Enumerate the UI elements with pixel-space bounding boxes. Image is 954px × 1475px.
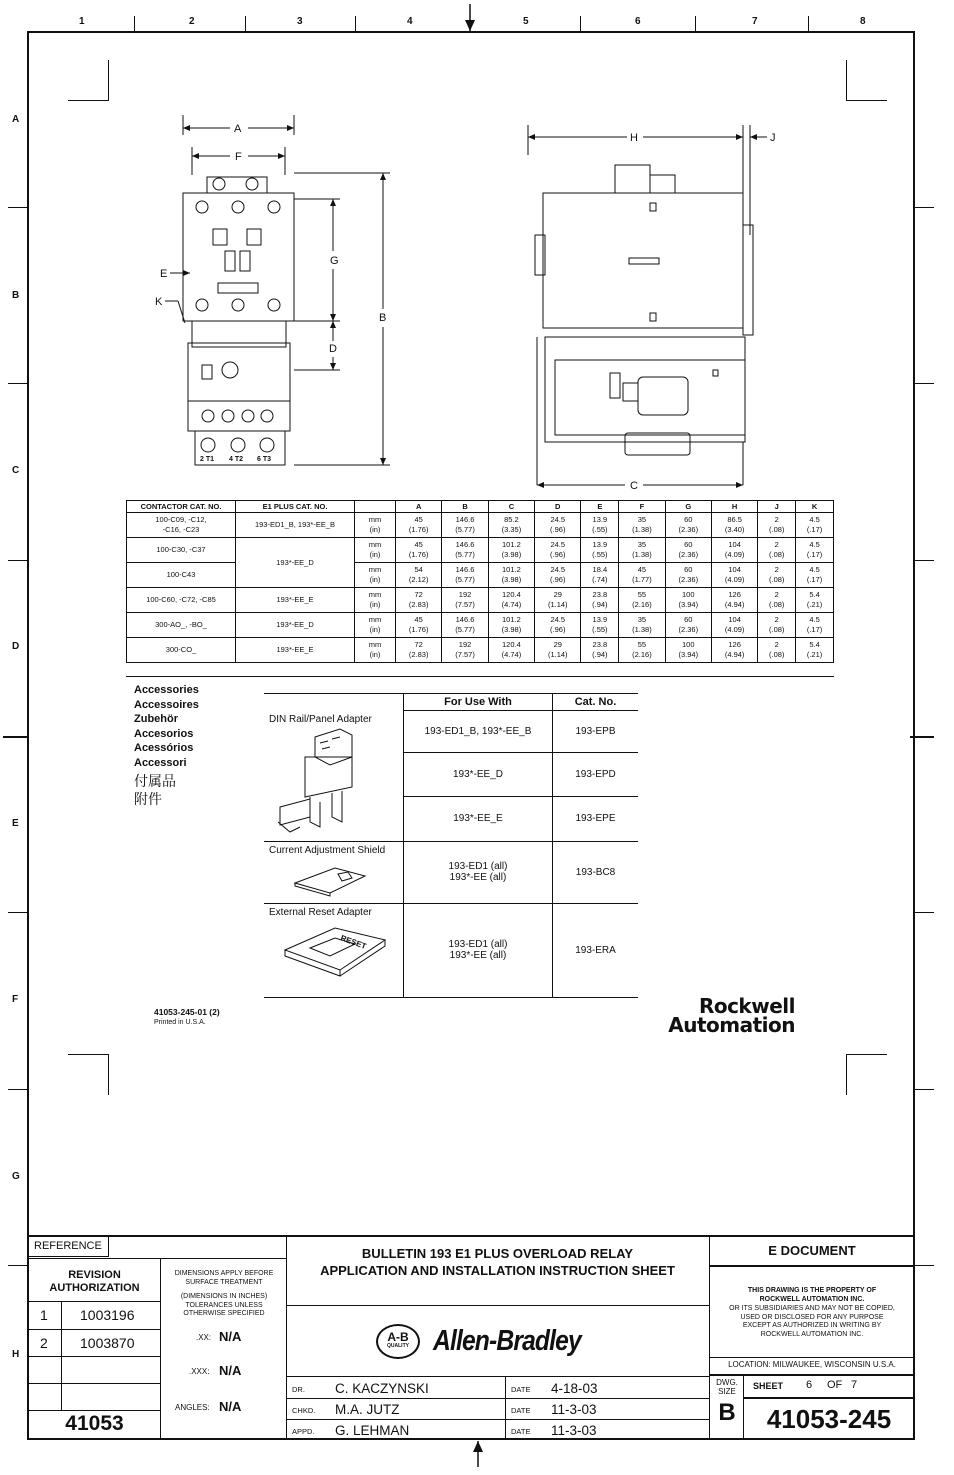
sig-name: G. LEHMAN [335, 1423, 410, 1438]
tb-line [29, 1301, 160, 1302]
dwg-size-label: DWG. SIZE [716, 1378, 738, 1396]
value-cell: 126 (4.94) [711, 588, 757, 613]
drawing-number: 41053-245 [766, 1404, 892, 1434]
value-cell: 146.6 (5.77) [442, 563, 488, 588]
crop-mark-top-right [846, 60, 887, 101]
dwg-size: B [718, 1399, 736, 1426]
sig-date: 4-18-03 [551, 1381, 598, 1396]
table-header-row [127, 501, 834, 513]
use-cell: 193*-EE_D [404, 753, 553, 797]
tb-line [29, 1383, 160, 1384]
sig-date-label: DATE [511, 1427, 531, 1436]
tb-line [160, 1258, 161, 1440]
col-header-use: For Use With [404, 694, 553, 711]
accessory-label: Current Adjustment Shield [269, 844, 386, 856]
value-cell: 192 (7.57) [442, 588, 488, 613]
sig-name: M.A. JUTZ [335, 1402, 400, 1417]
value-cell: 2 (.08) [758, 638, 796, 663]
zone-row-c: C [12, 465, 20, 476]
tb-line [286, 1419, 709, 1420]
sig-date: 11-3-03 [551, 1423, 597, 1438]
terminal-label: 2 T1 [200, 456, 215, 463]
value-cell: 126 (4.94) [711, 638, 757, 663]
value-cell: 5.4 (.21) [796, 638, 834, 663]
value-cell: 24.5 (.96) [535, 613, 581, 638]
value-cell: 45 (1.76) [396, 613, 442, 638]
e1-cell: 193*-EE_D [236, 538, 355, 588]
crop-mark-top-left [68, 60, 109, 101]
use-cell: 193-ED1_B, 193*-EE_B [404, 711, 553, 753]
col-header [355, 501, 396, 513]
col-header: E1 PLUS CAT. NO. [236, 501, 355, 513]
zone-row-f: F [12, 994, 19, 1005]
use-cell: 193*-EE_E [404, 797, 553, 841]
col-header: F [619, 501, 665, 513]
sig-role: DR. [292, 1385, 305, 1394]
value-cell: 45 (1.77) [619, 563, 665, 588]
e1-cell: 193*-EE_E [236, 638, 355, 663]
value-cell: 55 (2.16) [619, 588, 665, 613]
dim-label-c: C [630, 480, 638, 492]
dim-label-e: E [160, 268, 168, 280]
value-cell: 29 (1.14) [535, 588, 581, 613]
value-cell: 24.5 (.96) [535, 513, 581, 538]
accessory-label: External Reset Adapter [269, 906, 372, 918]
table-row [127, 563, 834, 588]
reference-label: REFERENCE [34, 1240, 102, 1252]
value-cell: 60 (2.36) [665, 563, 711, 588]
allen-bradley-wordmark: Allen-Bradley [433, 1325, 581, 1357]
tol-xx-value: N/A [219, 1329, 242, 1344]
tol-xxx-value: N/A [219, 1363, 242, 1378]
value-cell: 23.8 (.94) [581, 638, 619, 663]
value-cell: 2 (.08) [758, 588, 796, 613]
printed-note: Printed in U.S.A. [154, 1019, 206, 1026]
accessories-title: Acessórios [134, 742, 194, 754]
zone-col-5: 5 [523, 16, 529, 27]
value-cell: 35 (1.38) [619, 538, 665, 563]
reset-label: RESET [339, 932, 368, 951]
tol-angles-value: N/A [219, 1399, 242, 1414]
tb-line [29, 1329, 160, 1330]
zone-tick [915, 1265, 934, 1266]
value-cell: 2 (.08) [758, 538, 796, 563]
zone-tick [910, 736, 934, 738]
cat-cell: 193-ERA [553, 903, 639, 997]
dimensions-table [126, 500, 834, 663]
accessories-title: Accessoires [134, 699, 199, 711]
value-cell: 104 (4.09) [711, 538, 757, 563]
table-row [127, 588, 834, 613]
dim-label-d: D [329, 343, 337, 355]
value-cell: 13.9 (.55) [581, 513, 619, 538]
value-cell: 4.5 (.17) [796, 563, 834, 588]
cat-cell: 193-EPB [553, 711, 639, 753]
rockwell-logo-line1: Rockwell [698, 994, 795, 1018]
revision-auth: 1003870 [80, 1335, 135, 1351]
value-cell: 13.9 (.55) [581, 538, 619, 563]
value-cell: 45 (1.76) [396, 513, 442, 538]
rockwell-logo-line2: Automation [668, 1013, 795, 1037]
tb-line [743, 1376, 744, 1440]
tb-line [286, 1376, 709, 1377]
value-cell: 35 (1.38) [619, 613, 665, 638]
value-cell: 146.6 (5.77) [442, 513, 488, 538]
zone-col-3: 3 [297, 16, 303, 27]
e1-cell: 193*-EE_E [236, 588, 355, 613]
zone-col-4: 4 [407, 16, 413, 27]
center-arrow-top [462, 4, 478, 32]
tb-line [29, 1258, 286, 1259]
contactor-cell: 100-C60, -C72, -C85 [127, 588, 236, 613]
zone-tick [3, 736, 27, 738]
zone-tick [695, 16, 696, 31]
value-cell: 104 (4.09) [711, 563, 757, 588]
table-row [127, 513, 834, 538]
value-cell: 24.5 (.96) [535, 538, 581, 563]
location: LOCATION: MILWAUKEE, WISCONSIN U.S.A. [728, 1360, 896, 1369]
zone-row-g: G [12, 1171, 20, 1182]
accessory-shield [264, 841, 404, 903]
zone-tick [245, 16, 246, 31]
dim-label-a: A [234, 123, 242, 135]
accessories-title-cjk: 付属品 [134, 773, 176, 789]
sheet-label: SHEET [753, 1381, 784, 1391]
value-cell: 72 (2.83) [396, 638, 442, 663]
col-header: H [711, 501, 757, 513]
contactor-cell: 300-CO_ [127, 638, 236, 663]
tb-line [743, 1397, 915, 1399]
revision-authorization-label: REVISION AUTHORIZATION [49, 1269, 140, 1294]
zone-tick [8, 383, 27, 384]
col-header-cat: Cat. No. [553, 694, 639, 711]
sig-name: C. KACZYNSKI [335, 1381, 429, 1396]
zone-col-8: 8 [860, 16, 866, 27]
crop-mark-bottom-left [68, 1054, 109, 1095]
table-row [264, 841, 638, 903]
e1-cell: 193-ED1_B, 193*-EE_B [236, 513, 355, 538]
zone-tick [8, 912, 27, 913]
accessory-reset-adapter [264, 903, 404, 997]
value-cell: 45 (1.76) [396, 538, 442, 563]
zone-tick [8, 560, 27, 561]
unit-cell: mm (in) [355, 638, 396, 663]
value-cell: 4.5 (.17) [796, 538, 834, 563]
zone-row-b: B [12, 290, 20, 301]
divider [126, 676, 834, 677]
col-header: J [758, 501, 796, 513]
terminal-label: 4 T2 [229, 456, 244, 463]
tb-line [286, 1398, 709, 1399]
contactor-cell: 300-AO_, -BO_ [127, 613, 236, 638]
value-cell: 120.4 (4.74) [488, 638, 534, 663]
crop-mark-bottom-right [846, 1054, 887, 1095]
din-rail-adapter-image [270, 727, 370, 837]
use-cell: 193-ED1 (all) 193*-EE (all) [404, 841, 553, 903]
cat-cell: 193-BC8 [553, 841, 639, 903]
terminal-label: 6 T3 [257, 456, 272, 463]
tb-line [286, 1305, 709, 1306]
tb-line [286, 1237, 287, 1440]
sig-date-label: DATE [511, 1406, 531, 1415]
col-header: CONTACTOR CAT. NO. [127, 501, 236, 513]
center-arrow-bottom [470, 1441, 486, 1467]
sheet-number: 6 [806, 1379, 813, 1391]
value-cell: 60 (2.36) [665, 538, 711, 563]
col-header [264, 694, 404, 711]
dims-note: DIMENSIONS APPLY BEFORE SURFACE TREATMENT [174, 1270, 274, 1286]
col-header: K [796, 501, 834, 513]
e1-cell: 193*-EE_D [236, 613, 355, 638]
dim-label-f: F [235, 151, 242, 163]
doc-number: 41053-245-01 (2) [154, 1007, 220, 1017]
value-cell: 60 (2.36) [665, 613, 711, 638]
zone-tick [134, 16, 135, 31]
zone-row-e: E [12, 818, 19, 829]
zone-tick [580, 16, 581, 31]
dims-note-2: (DIMENSIONS IN INCHES) TOLERANCES UNLESS OTHERWISE SPECIFIED [180, 1293, 268, 1317]
table-row [127, 638, 834, 663]
revision-num: 2 [40, 1335, 48, 1351]
col-header: C [488, 501, 534, 513]
cat-cell: 193-EPD [553, 753, 639, 797]
col-header: G [665, 501, 711, 513]
zone-tick [8, 1089, 27, 1090]
dim-label-j: J [770, 132, 776, 144]
value-cell: 54 (2.12) [396, 563, 442, 588]
value-cell: 146.6 (5.77) [442, 538, 488, 563]
value-cell: 60 (2.36) [665, 513, 711, 538]
value-cell: 35 (1.38) [619, 513, 665, 538]
unit-cell: mm (in) [355, 588, 396, 613]
value-cell: 55 (2.16) [619, 638, 665, 663]
zone-col-7: 7 [752, 16, 758, 27]
col-header: D [535, 501, 581, 513]
value-cell: 101.2 (3.98) [488, 538, 534, 563]
zone-col-2: 2 [189, 16, 195, 27]
zone-tick [8, 1265, 27, 1266]
col-header: A [396, 501, 442, 513]
table-row [264, 903, 638, 997]
of-label: OF [827, 1379, 843, 1391]
side-view-drawing [515, 125, 795, 495]
dim-label-b: B [379, 312, 387, 324]
accessory-din-rail [264, 711, 404, 842]
tb-line [709, 1374, 915, 1376]
tb-line [505, 1376, 506, 1440]
value-cell: 29 (1.14) [535, 638, 581, 663]
zone-row-d: D [12, 641, 20, 652]
zone-tick [355, 16, 356, 31]
reset-adapter-image [280, 920, 390, 980]
base-number: 41053 [65, 1412, 124, 1435]
value-cell: 18.4 (.74) [581, 563, 619, 588]
value-cell: 85.2 (3.35) [488, 513, 534, 538]
sheet-total: 7 [851, 1379, 858, 1391]
tol-xxx-label: .XXX: [189, 1367, 210, 1376]
rockwell-logo [640, 994, 795, 1037]
cat-cell: 193-EPE [553, 797, 639, 841]
zone-tick [915, 1089, 934, 1090]
table-row [127, 538, 834, 563]
value-cell: 104 (4.09) [711, 613, 757, 638]
dim-label-g: G [330, 255, 339, 267]
accessory-label: DIN Rail/Panel Adapter [269, 713, 372, 725]
value-cell: 4.5 (.17) [796, 613, 834, 638]
accessories-title: Accesorios [134, 728, 194, 740]
accessories-title: Accessori [134, 757, 187, 769]
zone-tick [915, 383, 934, 384]
tol-xx-label: .XX: [196, 1333, 212, 1342]
value-cell: 2 (.08) [758, 513, 796, 538]
property-notice-bold: THIS DRAWING IS THE PROPERTY OF ROCKWELL AUTOMATION INC. [747, 1287, 877, 1303]
ab-logo-text: A-B [387, 1330, 409, 1344]
zone-tick [915, 207, 934, 208]
accessories-title-cjk: 附件 [134, 791, 162, 807]
value-cell: 2 (.08) [758, 613, 796, 638]
value-cell: 24.5 (.96) [535, 563, 581, 588]
tb-line [709, 1357, 915, 1358]
unit-cell: mm (in) [355, 513, 396, 538]
ab-logo [376, 1324, 420, 1359]
document-title: BULLETIN 193 E1 PLUS OVERLOAD RELAY APPLICATION AND INSTALLATION INSTRUCTION SHEET [320, 1246, 675, 1278]
revision-auth: 1003196 [80, 1307, 135, 1323]
value-cell: 101.2 (3.98) [488, 563, 534, 588]
value-cell: 4.5 (.17) [796, 513, 834, 538]
tol-angles-label: ANGLES: [175, 1403, 210, 1412]
unit-cell: mm (in) [355, 538, 396, 563]
zone-col-1: 1 [79, 16, 85, 27]
zone-tick [8, 207, 27, 208]
ab-logo-sub: QUALITY [387, 1343, 409, 1349]
value-cell: 192 (7.57) [442, 638, 488, 663]
zone-tick [915, 560, 934, 561]
adjustment-shield-image [290, 858, 370, 898]
table-row [127, 613, 834, 638]
value-cell: 100 (3.94) [665, 588, 711, 613]
value-cell: 146.6 (5.77) [442, 613, 488, 638]
tb-line [29, 1356, 160, 1357]
zone-col-6: 6 [635, 16, 641, 27]
value-cell: 2 (.08) [758, 563, 796, 588]
contactor-cell: 100-C43 [127, 563, 236, 588]
sig-role: CHKD. [292, 1406, 316, 1415]
front-view-drawing [150, 115, 400, 475]
value-cell: 86.5 (3.40) [711, 513, 757, 538]
doc-type: E DOCUMENT [768, 1243, 856, 1258]
value-cell: 5.4 (.21) [796, 588, 834, 613]
zone-tick [808, 16, 809, 31]
sig-date-label: DATE [511, 1385, 531, 1394]
accessories-table [264, 694, 638, 998]
contactor-cell: 100-C09, -C12, -C16, -C23 [127, 513, 236, 538]
dim-label-k: K [155, 296, 163, 308]
accessories-title: Zubehör [134, 713, 178, 725]
value-cell: 120.4 (4.74) [488, 588, 534, 613]
unit-cell: mm (in) [355, 563, 396, 588]
col-header: B [442, 501, 488, 513]
value-cell: 100 (3.94) [665, 638, 711, 663]
use-cell: 193-ED1 (all) 193*-EE (all) [404, 903, 553, 997]
value-cell: 23.8 (.94) [581, 588, 619, 613]
contactor-cell: 100-C30, -C37 [127, 538, 236, 563]
tb-line [29, 1410, 160, 1411]
zone-tick [915, 912, 934, 913]
col-header: E [581, 501, 619, 513]
table-row [264, 711, 638, 753]
table-header-row [264, 694, 638, 711]
revision-num: 1 [40, 1307, 48, 1323]
value-cell: 101.2 (3.98) [488, 613, 534, 638]
zone-row-h: H [12, 1349, 20, 1360]
tb-line [61, 1301, 62, 1410]
sig-role: APPD. [292, 1427, 315, 1436]
dim-label-h: H [630, 132, 638, 144]
sig-date: 11-3-03 [551, 1402, 597, 1417]
tb-line [709, 1265, 915, 1267]
value-cell: 13.9 (.55) [581, 613, 619, 638]
property-notice: OR ITS SUBSIDIARIES AND MAY NOT BE COPIED, USED OR DISCLOSED FOR ANY PURPOSE EXCEPT AS AUTHORIZED IN WRITING BY ROCKWELL AUTOMATION INC. [729, 1305, 895, 1338]
value-cell: 72 (2.83) [396, 588, 442, 613]
unit-cell: mm (in) [355, 613, 396, 638]
tb-line [709, 1237, 710, 1440]
accessories-title: Accessories [134, 684, 199, 696]
zone-row-a: A [12, 114, 20, 125]
